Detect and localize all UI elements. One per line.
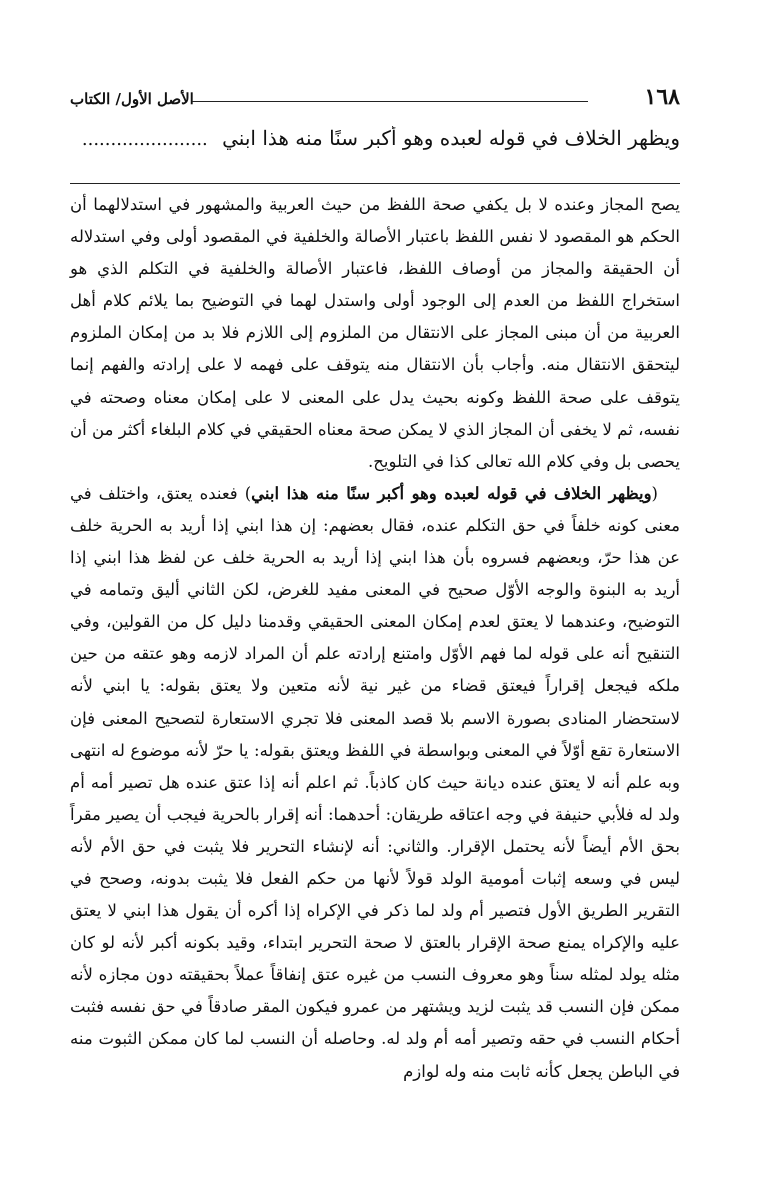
commentary-continuation: فعنده يعتق، واختلف في معنى كونه خلفاً في حق التكلم عنده، فقال بعضهم: إن هذا ابني إذا أريد به الحرية خلف عن هذا حرّ، وبعضهم فسروه بأن هذا ابني إذا أريد به الحرية خلف عن لفظ هذا ابني إذا أريد به البنوة والوجه الأوّل صحيح في المعنى مفيد للغرض، لكن الثاني أليق وتمامه في التوضيح، وعندهما لا يعتق لعدم إمكان المعنى الحقيقي وقدمنا دليل كل من القولين، وفي التنقيح أنه على قوله لما فهم الأوّل وامتنع إرادته علم أن المراد لازمه وهو عتقه من حين ملكه فيجعل إقراراً فيعتق قضاء من غير نية لأنه متعين ولا يعتق بقوله: يا ابني لأنه لاستحضار المنادى بصورة الاسم بلا قصد المعنى فلا تجري الاستعارة لتصحيح المعنى فإن الاستعارة تقع أوّلاً في المعنى وبواسطة في اللفظ ويعتق بقوله: يا حرّ لأنه موضوع له انتهى وبه علم أنه لا يعتق عنده ديانة حيث كان كاذباً. ثم اعلم أنه إذا عتق عنده هل تصير أمه أم ولد له فلأبي حنيفة في وجه اعتاقه طريقان: أحدهما: أنه إقرار بالحرية فيجب أن يصير مقراً بحق الأم أيضاً لأنه يحتمل الإقرار. والثاني: أنه لإنشاء التحرير فلا يثبت في حق الأم لأنه ليس في وسعه إثبات أمومية الولد قولاً لأنها من حكم الفعل فلا يثبت بدونه، وصحح في التقرير الطريق الأول فتصير أم ولد لما ذكر في الإكراه إذا أكره أن يقول هذا ابني لا يعتق عليه والإكراه يمنع صحة الإقرار بالعتق لا صحة التحرير ابتداء، وقيد بكونه أكبر لأنه لو كان مثله يولد لمثله سناً وهو معروف النسب من غيره عتق إنفاقاً عملاً بحقيقته دون مجازه لأنه ممكن فإن النسب قد يثبت لزيد ويشتهر من عمرو فيكون المقر صادقاً في حق نفسه فثبت أحكام النسب في حقه وتصير أمه أم ولد له. وحاصله أن النسب لما كان ممكن الثبوت منه في الباطن يجعل كأنه ثابت منه وله لوازم [70, 483, 680, 1081]
matn-dots: ...................... [81, 129, 208, 150]
commentary-paragraph [70, 478, 680, 1088]
matn-line [70, 126, 680, 166]
page-number: ١٦٨ [644, 84, 680, 110]
section-divider [70, 183, 680, 184]
matn-text: ويظهر الخلاف في قوله لعبده وهو أكبر سنًا منه هذا ابني [222, 126, 680, 150]
quote-close-paren: ) [244, 483, 252, 503]
header-rule [192, 101, 588, 102]
running-header [70, 86, 680, 116]
commentary-body [70, 189, 680, 1088]
commentary-paragraph: يصح المجاز وعنده لا بل يكفي صحة اللفظ من حيث العربية والمشهور في استدلالهما أن الحكم هو المقصود لا نفس اللفظ باعتبار الأصالة والخلفية في المقصود أولى وفي استدلاله أن الحقيقة والمجاز من أوصاف اللفظ، فاعتبار الأصالة والخلفية في التكلم الذي هو استخراج اللفظ من العدم إلى الوجود أولى واستدل لهما في التوضيح بما يلائم كلام أهل العربية من أن مبنى المجاز على الانتقال من الملزوم إلى اللازم فلا بد من إمكان الملزوم ليتحقق الانتقال منه. وأجاب بأن الانتقال منه يتوقف على فهمه لا على إرادته والفهم إنما يتوقف على صحة اللفظ وكونه بحيث يدل على المعنى لا على إمكان معناه وصحته في نفسه، ثم لا يخفى أن المجاز الذي لا يمكن صحة معناه الحقيقي في كلام البلغاء أكثر من أن يحصى بل وفي كلام الله تعالى كذا في التلويح. [70, 195, 680, 471]
header-title: الأصل الأول/ الكتاب [70, 90, 194, 108]
quoted-matn: ويظهر الخلاف في قوله لعبده وهو أكبر سنًا منه هذا ابني [251, 483, 652, 503]
quote-open-paren: ( [651, 483, 658, 503]
